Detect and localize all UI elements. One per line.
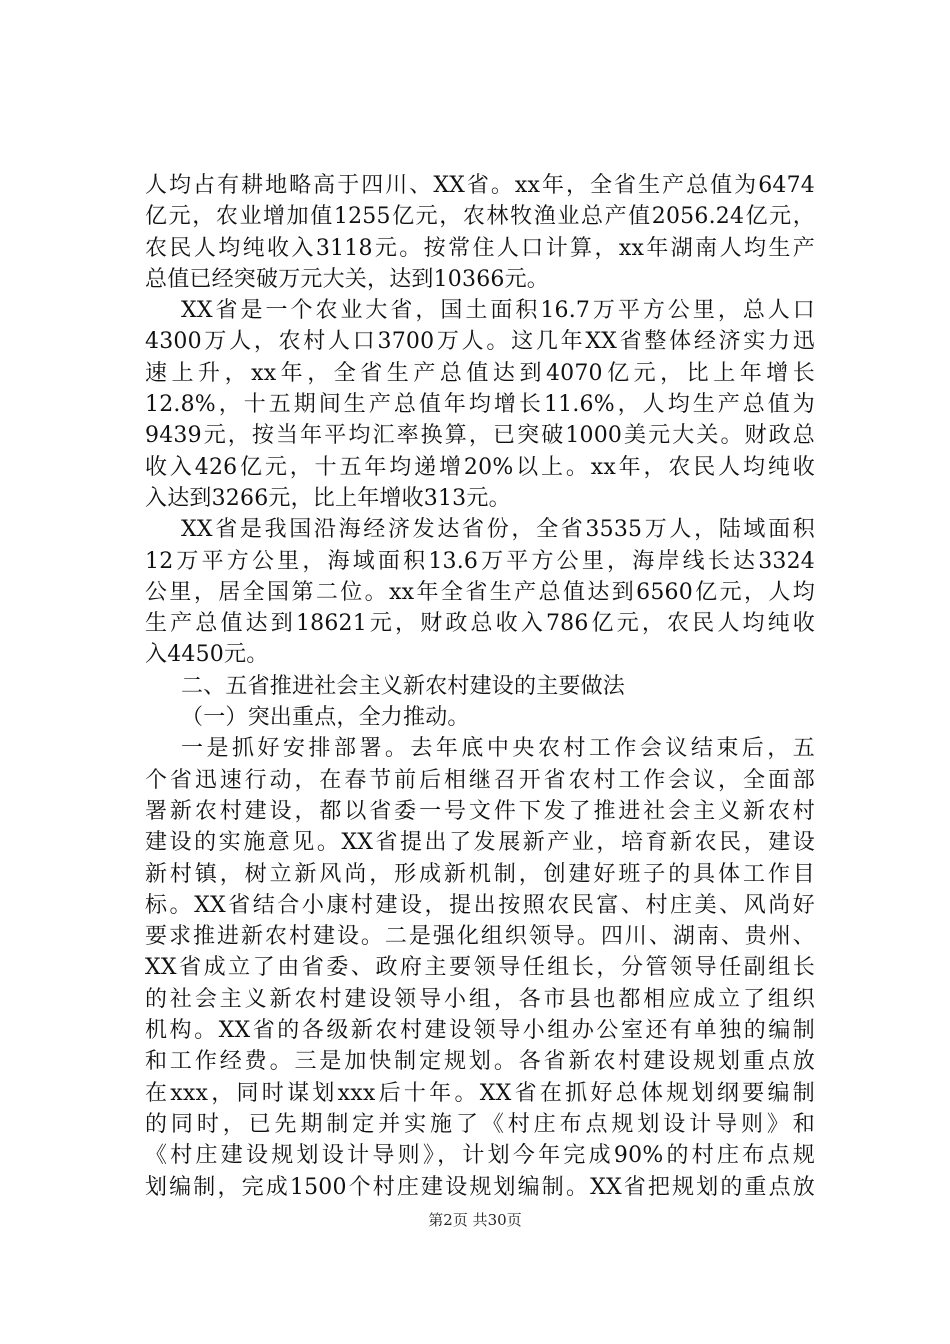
text-line: 生产总值达到18621元，财政总收入786亿元，农民人均纯收: [145, 611, 815, 637]
text-line: XX省成立了由省委、政府主要领导任组长，分管领导任副组长: [145, 955, 815, 981]
section-heading: 二、五省推进社会主义新农村建设的主要做法: [181, 673, 626, 699]
text-line: 公里，居全国第二位。xx年全省生产总值达到6560亿元，人均: [145, 579, 815, 605]
text-line: 机构。XX省的各级新农村建设领导小组办公室还有单独的编制: [145, 1018, 815, 1044]
text-line: 署新农村建设，都以省委一号文件下发了推进社会主义新农村: [145, 798, 815, 824]
text-line: 的同时，已先期制定并实施了《村庄布点规划设计导则》和: [145, 1111, 815, 1137]
text-line: 12.8%，十五期间生产总值年均增长11.6%，人均生产总值为: [145, 392, 815, 418]
text-line: 要求推进新农村建设。二是强化组织领导。四川、湖南、贵州、: [145, 924, 815, 950]
text-line: 收入426亿元，十五年均递增20%以上。xx年，农民人均纯收: [145, 454, 815, 480]
text-line: 农民人均纯收入3118元。按常住人口计算，xx年湖南人均生产: [145, 235, 815, 261]
text-line: 人均占有耕地略高于四川、XX省。xx年，全省生产总值为6474: [145, 173, 815, 198]
subsection-heading: （一）突出重点，全力推动。: [181, 705, 470, 731]
text-line: 总值已经突破万元大关，达到10366元。: [145, 266, 549, 292]
text-line: 个省迅速行动，在春节前后相继召开省农村工作会议，全面部: [145, 767, 815, 793]
text-line: 9439元，按当年平均汇率换算，已突破1000美元大关。财政总: [145, 423, 815, 449]
text-line: XX省是我国沿海经济发达省份，全省3535万人，陆域面积: [181, 517, 815, 543]
text-line: 入4450元。: [145, 642, 269, 668]
text-line: 划编制，完成1500个村庄建设规划编制。XX省把规划的重点放: [145, 1174, 815, 1200]
text-line: 《村庄建设规划设计导则》，计划今年完成90%的村庄布点规: [145, 1143, 815, 1169]
text-line: 的社会主义新农村建设领导小组，各市县也都相应成立了组织: [145, 986, 815, 1012]
text-line: 4300万人，农村人口3700万人。这几年XX省整体经济实力迅: [145, 329, 815, 355]
text-line: 建设的实施意见。XX省提出了发展新产业，培育新农民，建设: [145, 830, 815, 856]
text-line: 入达到3266元，比上年增收313元。: [145, 485, 511, 511]
body-text: [145, 170, 815, 1203]
page-number-footer: 第2页 共30页: [428, 1211, 522, 1229]
text-line: 标。XX省结合小康村建设，提出按照农民富、村庄美、风尚好: [145, 892, 815, 918]
text-line: 在xxx，同时谋划xxx后十年。XX省在抓好总体规划纲要编制: [145, 1080, 815, 1106]
text-line: 速上升，xx年，全省生产总值达到4070亿元，比上年增长: [145, 360, 815, 386]
text-line: 亿元，农业增加值1255亿元，农林牧渔业总产值2056.24亿元，: [145, 204, 815, 230]
text-line: 和工作经费。三是加快制定规划。各省新农村建设规划重点放: [145, 1049, 815, 1075]
text-line: 一是抓好安排部署。去年底中央农村工作会议结束后，五: [181, 736, 815, 762]
text-line: XX省是一个农业大省，国土面积16.7万平方公里，总人口: [181, 298, 815, 324]
text-line: 12万平方公里，海域面积13.6万平方公里，海岸线长达3324: [145, 548, 815, 574]
text-line: 新村镇，树立新风尚，形成新机制，创建好班子的具体工作目: [145, 861, 815, 887]
